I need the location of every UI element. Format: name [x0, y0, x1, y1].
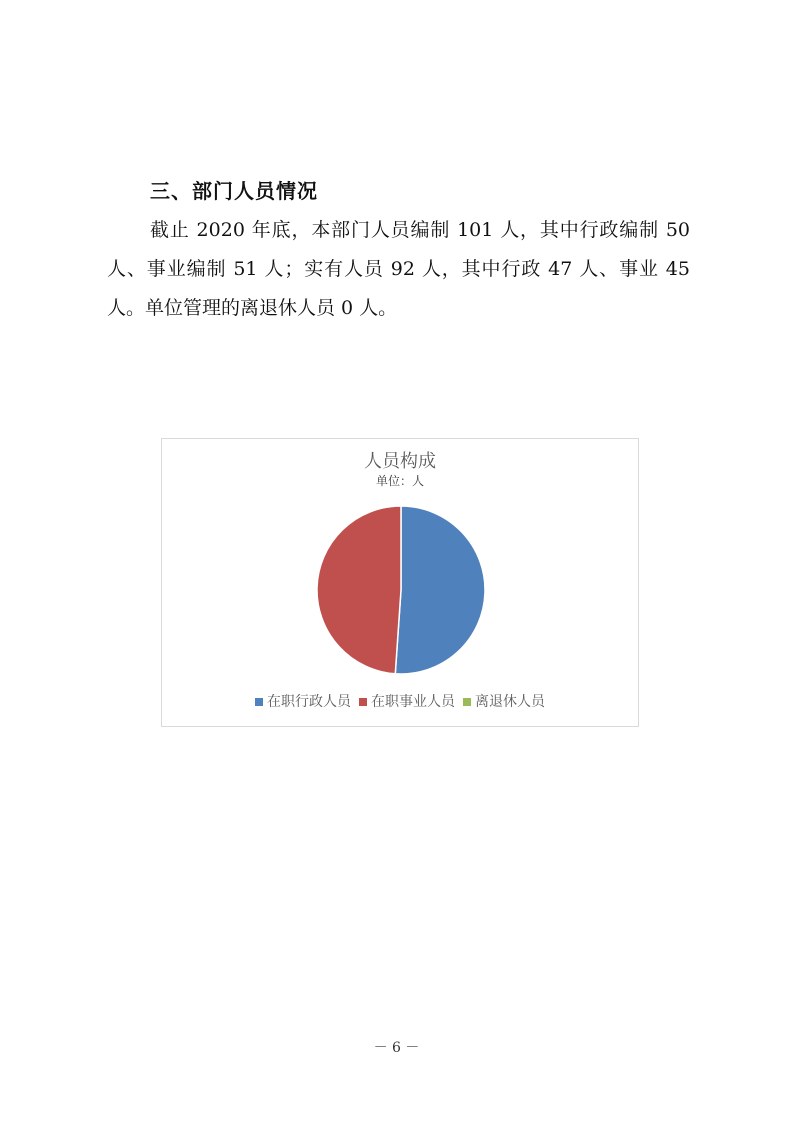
legend-swatch-2	[359, 698, 367, 706]
legend-item-3	[463, 693, 545, 711]
page-number: － 6 －	[373, 1040, 420, 1056]
chart-subtitle: 单位：人	[375, 474, 424, 488]
chart-legend	[162, 693, 638, 711]
legend-swatch-3	[463, 698, 471, 706]
paragraph-line-2: 人、事业编制 51 人；实有人员 92 人，其中行政 47 人、事业 45	[107, 258, 690, 280]
legend-label-2: 在职事业人员	[371, 694, 455, 710]
pie-chart-svg	[162, 439, 640, 728]
paragraph-line-1: 截止 2020 年底，本部门人员编制 101 人，其中行政编制 50	[150, 219, 690, 241]
section-heading: 三、部门人员情况	[150, 179, 318, 203]
pie-slice-2	[317, 506, 401, 674]
legend-item-2	[359, 693, 455, 711]
chart-title: 人员构成	[364, 451, 436, 472]
paragraph-line-3: 人。单位管理的离退休人员 0 人。	[107, 297, 398, 319]
pie-slice-1	[395, 506, 485, 674]
legend-item-1	[255, 693, 351, 711]
legend-swatch-1	[255, 698, 263, 706]
pie-chart	[161, 438, 639, 727]
legend-label-1: 在职行政人员	[267, 694, 351, 710]
legend-label-3: 离退休人员	[475, 694, 545, 710]
